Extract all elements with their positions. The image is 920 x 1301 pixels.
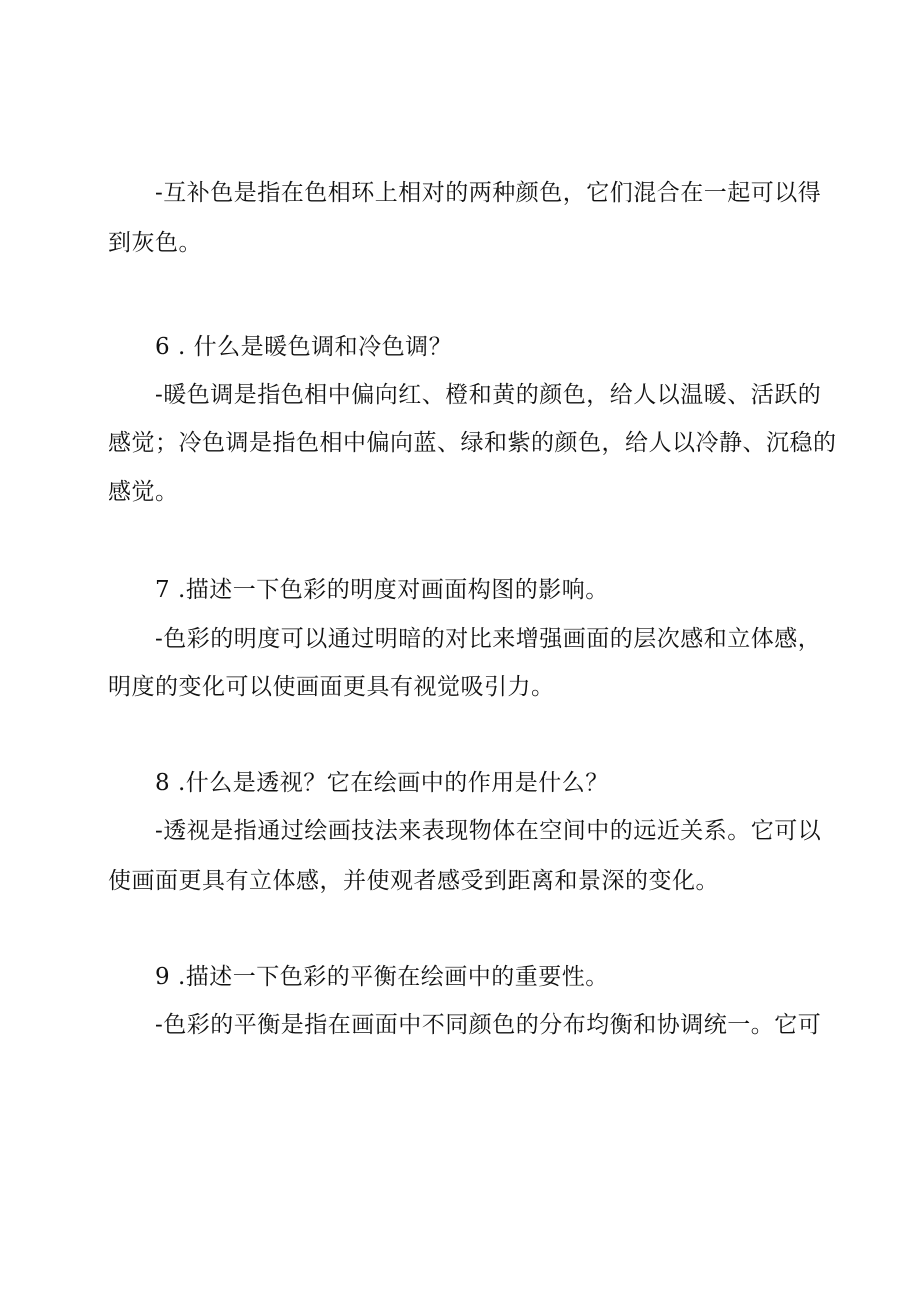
answer-6-line-1: -暖色调是指色相中偏向红、橙和黄的颜色，给人以温暖、活跃的: [155, 382, 822, 408]
answer-8-line-2: 使画面更具有立体感，并使观者感受到距离和景深的变化。: [108, 868, 719, 894]
answer-5-line-2: 到灰色。: [108, 230, 202, 256]
answer-7-line-1: -色彩的明度可以通过明暗的对比来增强画面的层次感和立体感，: [155, 626, 822, 652]
answer-6-line-3: 感觉。: [108, 479, 179, 505]
answer-5-line-1: -互补色是指在色相环上相对的两种颜色，它们混合在一起可以得: [155, 180, 822, 206]
question-8: 8 .什么是透视？它在绘画中的作用是什么？: [155, 770, 609, 796]
question-9: 9 .描述一下色彩的平衡在绘画中的重要性。: [155, 964, 609, 990]
answer-9-line-1: -色彩的平衡是指在画面中不同颜色的分布均衡和协调统一。它可: [155, 1012, 822, 1038]
question-6: 6 . 什么是暖色调和冷色调？: [155, 334, 453, 360]
answer-7-line-2: 明度的变化可以使画面更具有视觉吸引力。: [108, 674, 555, 700]
answer-6-line-2: 感觉；冷色调是指色相中偏向蓝、绿和紫的颜色，给人以冷静、沉稳的: [108, 430, 837, 456]
answer-8-line-1: -透视是指通过绘画技法来表现物体在空间中的远近关系。它可以: [155, 818, 822, 844]
question-7: 7 .描述一下色彩的明度对画面构图的影响。: [155, 577, 609, 603]
